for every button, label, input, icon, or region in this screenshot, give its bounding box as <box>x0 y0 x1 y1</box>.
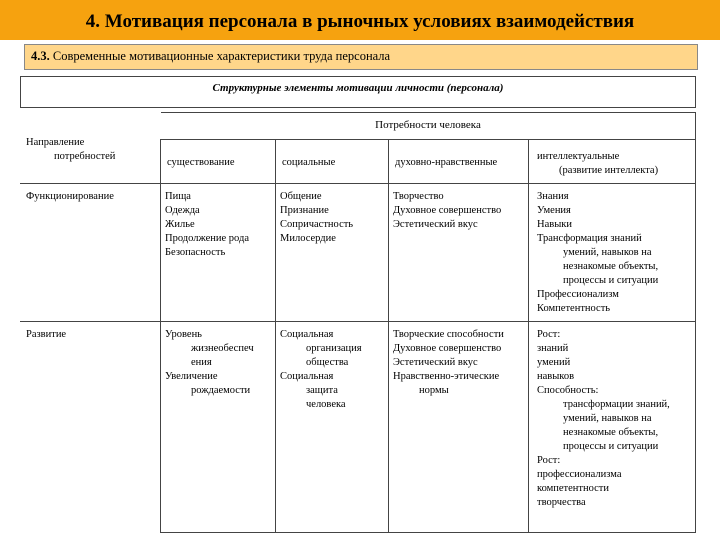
cell-text <box>282 156 385 170</box>
cell-line: общества <box>306 357 349 368</box>
cell-line: профессионализма <box>537 469 622 480</box>
structure-title: Структурные элементы мотивации личности (персонала) <box>212 82 504 94</box>
cell-line: Знания <box>537 191 569 202</box>
cell-development-social <box>275 321 389 533</box>
cell-line: защита <box>306 385 338 396</box>
page-title: 4. Мотивация персонала в рыночных условиях взаимодействия <box>85 11 635 32</box>
cell-line: компетентности <box>537 483 609 494</box>
cell-line: Трансформация знаний <box>537 233 642 244</box>
cell-text <box>537 328 692 510</box>
cell-line: процессы и ситуации <box>563 441 659 452</box>
cell-line: трансформации знаний, <box>563 399 670 410</box>
cell-line: Рост: <box>537 455 561 466</box>
cell-development-existence <box>160 321 276 533</box>
cell-line: Развитие <box>26 329 67 340</box>
cell-text <box>165 328 272 398</box>
cell-line: Компетентность <box>537 303 611 314</box>
section-subtitle-text: Современные мотивационные характеристики труда персонала <box>49 49 391 63</box>
cell-line: процессы и ситуации <box>563 275 659 286</box>
cell-line: организация <box>306 343 362 354</box>
cell-line: Духовное совершенство <box>393 343 502 354</box>
row-header-line: потребностей <box>54 151 116 162</box>
cell-line: духовно-нравственные <box>395 157 498 168</box>
cell-line: Жилье <box>165 219 195 230</box>
cell-line: ения <box>191 357 212 368</box>
cell-text <box>393 190 525 232</box>
cell-text <box>26 190 158 204</box>
cell-text <box>393 328 525 398</box>
cell-line: Общение <box>280 191 322 202</box>
cell-line: нормы <box>419 385 449 396</box>
structure-header <box>20 76 696 108</box>
cell-line: Эстетический вкус <box>393 219 478 230</box>
cell-line: творчества <box>537 497 586 508</box>
cell-line: Безопасность <box>165 247 226 258</box>
column-header-social <box>275 139 389 184</box>
needs-header <box>160 112 696 140</box>
cell-functioning-existence <box>160 183 276 322</box>
cell-line: Умения <box>537 205 571 216</box>
cell-line: Социальная <box>280 329 334 340</box>
title-bar <box>0 0 720 40</box>
cell-text <box>26 136 158 164</box>
cell-line: Одежда <box>165 205 200 216</box>
cell-line: Уровень <box>165 329 202 340</box>
section-subtitle <box>31 49 390 64</box>
row-label-development <box>20 321 161 533</box>
cell-line: Профессионализм <box>537 289 619 300</box>
cell-line: человека <box>306 399 346 410</box>
cell-line: существование <box>167 157 235 168</box>
cell-line: Духовное совершенство <box>393 205 502 216</box>
cell-line: Эстетический вкус <box>393 357 478 368</box>
cell-text <box>280 190 385 246</box>
row-label-functioning <box>20 183 161 322</box>
cell-line: (развитие интеллекта) <box>559 165 659 176</box>
cell-text <box>167 156 272 170</box>
cell-functioning-social <box>275 183 389 322</box>
cell-line: незнакомые объекты, <box>563 261 659 272</box>
cell-line: Рост: <box>537 329 561 340</box>
cell-line: умений, навыков на <box>563 413 652 424</box>
cell-line: рождаемости <box>191 385 251 396</box>
section-number: 4.3. <box>31 49 50 63</box>
row-header-line: Направление <box>26 137 85 148</box>
needs-title: Потребности человека <box>375 119 481 131</box>
cell-line: незнакомые объекты, <box>563 427 659 438</box>
cell-text <box>537 190 692 316</box>
subtitle-bar <box>24 44 698 70</box>
cell-text <box>537 150 692 178</box>
cell-line: Признание <box>280 205 329 216</box>
cell-line: Творчество <box>393 191 444 202</box>
row-header-cell <box>20 112 161 184</box>
cell-line: навыков <box>537 371 575 382</box>
cell-text <box>165 190 272 260</box>
cell-line: Милосердие <box>280 233 336 244</box>
column-header-spiritual <box>388 139 529 184</box>
cell-line: знаний <box>537 343 569 354</box>
cell-line: Сопричастность <box>280 219 354 230</box>
cell-line: Нравственно-этические <box>393 371 500 382</box>
cell-line: Функционирование <box>26 191 114 202</box>
cell-line: Увеличение <box>165 371 218 382</box>
cell-functioning-intellectual <box>528 183 696 322</box>
cell-line: Продолжение рода <box>165 233 249 244</box>
cell-line: Творческие способности <box>393 329 504 340</box>
cell-text <box>26 328 158 342</box>
column-header-intellectual <box>528 139 696 184</box>
column-header-existence <box>160 139 276 184</box>
cell-line: Социальная <box>280 371 334 382</box>
cell-line: умений <box>537 357 571 368</box>
cell-functioning-spiritual <box>388 183 529 322</box>
cell-line: Навыки <box>537 219 572 230</box>
cell-line: жизнеобеспеч <box>191 343 254 354</box>
cell-line: интеллектуальные <box>537 151 620 162</box>
cell-text <box>395 156 525 170</box>
cell-line: социальные <box>282 157 336 168</box>
cell-text <box>280 328 385 412</box>
cell-development-intellectual <box>528 321 696 533</box>
cell-line: умений, навыков на <box>563 247 652 258</box>
cell-line: Способность: <box>537 385 599 396</box>
cell-development-spiritual <box>388 321 529 533</box>
cell-line: Пища <box>165 191 191 202</box>
